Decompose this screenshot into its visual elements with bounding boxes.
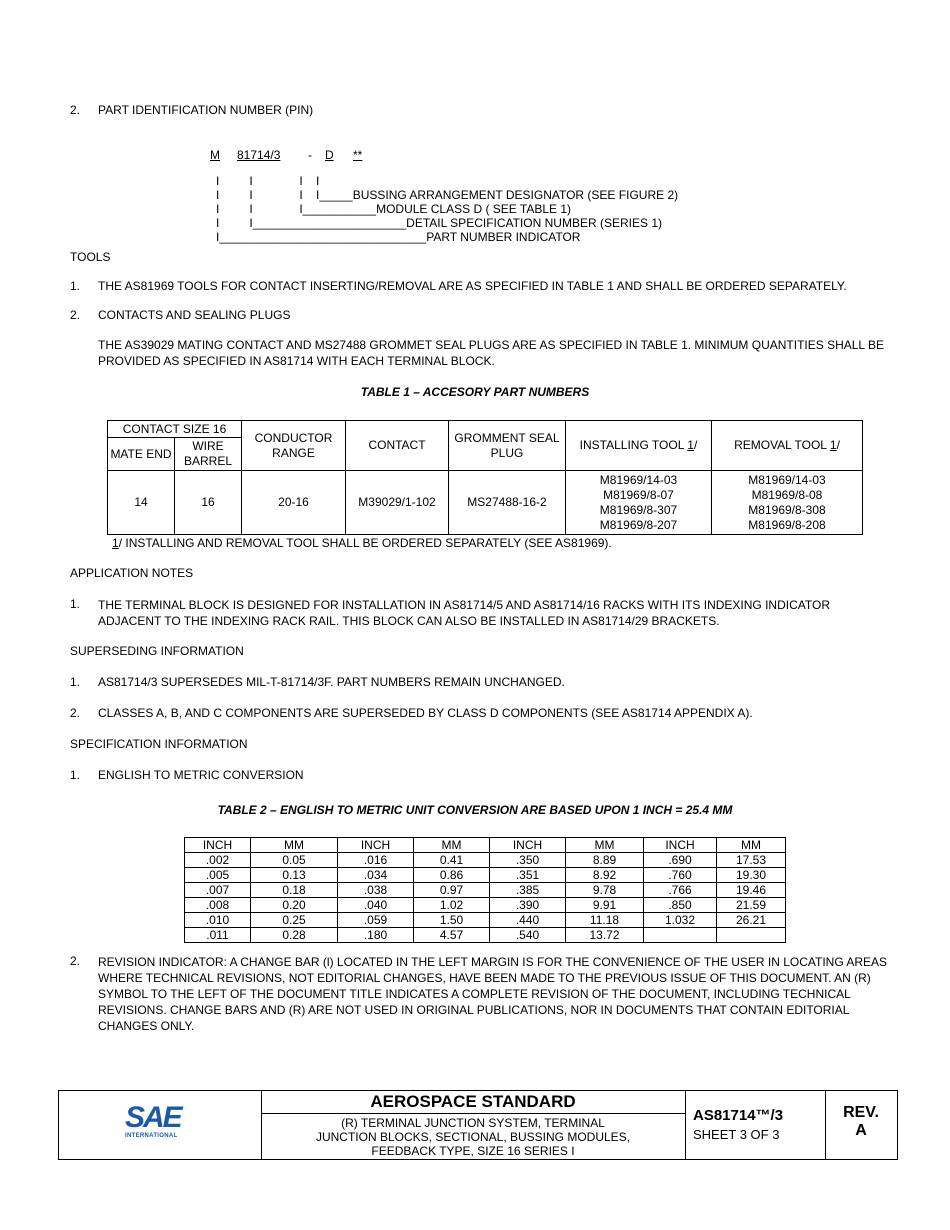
pin-dash: - bbox=[308, 148, 312, 162]
table1-caption: TABLE 1 – ACCESORY PART NUMBERS bbox=[360, 385, 590, 399]
cell: .034 bbox=[338, 868, 414, 883]
pin-heading: PART IDENTIFICATION NUMBER (PIN) bbox=[98, 103, 314, 117]
pin-m: M bbox=[210, 148, 220, 162]
th-removal-label: REMOVAL TOOL bbox=[734, 438, 827, 452]
table-row bbox=[185, 853, 786, 868]
cell-wire-barrel: 16 bbox=[175, 471, 242, 535]
superseding-item-1: AS81714/3 SUPERSEDES MIL-T-81714/3F. PART NUMBERS REMAIN UNCHANGED. bbox=[98, 675, 565, 689]
revision-cell bbox=[825, 1091, 897, 1159]
logo-mark: SAE bbox=[125, 1101, 181, 1134]
table1-footnote bbox=[112, 536, 612, 550]
title-cell bbox=[261, 1091, 686, 1159]
item-number: 1. bbox=[70, 768, 81, 782]
pin-line: I I I I bbox=[216, 174, 320, 188]
table-row bbox=[185, 868, 786, 883]
tools-item-2: CONTACTS AND SEALING PLUGS bbox=[98, 308, 291, 322]
tool-part: M81969/8-07 bbox=[603, 487, 674, 502]
spec-info-item-2: REVISION INDICATOR: A CHANGE BAR (l) LOCATED IN THE LEFT MARGIN IS FOR THE CONVENIENCE OF THE USER IN LOCATING AREAS WHERE TECHNICAL REVISIONS, NOT EDITORIAL CHANGES, HAVE BEEN MADE TO THE PREVIOUS ISSUE OF THIS DOCUMENT. AN (R) SYMBOL TO THE LEFT OF THE DOCUMENT TITLE INDICATES A COMPLETE REVISION OF THE DOCUMENT, INCLUDING TECHNICAL REVISIONS. CHANGE BARS AND (R) ARE NOT USED IN ORIGINAL PUBLICATIONS, NOR IN DOCUMENTS THAT CONTAIN EDITORIAL CHANGES ONLY. bbox=[98, 955, 888, 1033]
th-installing-label: INSTALLING TOOL bbox=[579, 438, 684, 452]
tool-part: M81969/14-03 bbox=[748, 472, 826, 487]
footnote-slash: / bbox=[836, 438, 840, 452]
document-title bbox=[261, 1114, 685, 1158]
logo-subtext: INTERNATIONAL bbox=[125, 1133, 178, 1139]
th-mm: MM bbox=[414, 838, 490, 853]
table-row bbox=[185, 913, 786, 928]
contacts-paragraph: THE AS39029 MATING CONTACT AND MS27488 GROMMET SEAL PLUGS ARE AS SPECIFIED IN TABLE 1. MINIMUM QUANTITIES SHALL BE PROVIDED AS SPECIFIED IN AS81714 WITH EACH TERMINAL BLOCK. bbox=[98, 338, 884, 368]
cell: .016 bbox=[338, 853, 414, 868]
th-installing-tool bbox=[566, 421, 712, 471]
cell: .059 bbox=[338, 913, 414, 928]
title-line: (R) TERMINAL JUNCTION SYSTEM, TERMINAL bbox=[341, 1116, 605, 1130]
item-number: 1. bbox=[70, 597, 81, 611]
cell: .766 bbox=[644, 883, 717, 898]
th-contact-size: CONTACT SIZE 16 bbox=[108, 421, 242, 438]
cell: 1.50 bbox=[414, 913, 490, 928]
cell: .002 bbox=[185, 853, 251, 868]
th-mm: MM bbox=[251, 838, 338, 853]
standard-label: AEROSPACE STANDARD bbox=[261, 1091, 685, 1114]
cell: .180 bbox=[338, 928, 414, 943]
item-number: 1. bbox=[70, 279, 81, 293]
cell: .440 bbox=[490, 913, 566, 928]
cell-removal-tools bbox=[712, 471, 863, 535]
superseding-heading: SUPERSEDING INFORMATION bbox=[70, 644, 244, 658]
cell: 13.72 bbox=[566, 928, 644, 943]
title-line: JUNCTION BLOCKS, SECTIONAL, BUSSING MODULES, bbox=[315, 1130, 631, 1144]
pin-line: I I_______________________DETAIL SPECIFICATION NUMBER (SERIES 1) bbox=[216, 216, 662, 230]
footnote-mark: 1 bbox=[829, 438, 837, 452]
cell: .540 bbox=[490, 928, 566, 943]
cell bbox=[644, 928, 717, 943]
th-mm: MM bbox=[717, 838, 786, 853]
accessory-table bbox=[107, 420, 863, 535]
cell: 9.78 bbox=[566, 883, 644, 898]
footnote-slash: / bbox=[693, 438, 698, 452]
cell: .007 bbox=[185, 883, 251, 898]
table-row bbox=[185, 898, 786, 913]
rev-value: A bbox=[855, 1122, 867, 1139]
tools-heading: TOOLS bbox=[70, 250, 111, 264]
pin-line: I I I I_____BUSSING ARRANGEMENT DESIGNATOR (SEE FIGURE 2) bbox=[216, 188, 679, 202]
pin-class: D bbox=[325, 148, 334, 162]
cell: 1.032 bbox=[644, 913, 717, 928]
cell: 0.97 bbox=[414, 883, 490, 898]
item-number: 2. bbox=[70, 954, 81, 968]
table-row bbox=[185, 883, 786, 898]
cell: 11.18 bbox=[566, 913, 644, 928]
footnote-text: / INSTALLING AND REMOVAL TOOL SHALL BE ORDERED SEPARATELY (SEE AS81969). bbox=[118, 536, 612, 550]
app-notes-heading: APPLICATION NOTES bbox=[70, 566, 194, 580]
cell: 0.18 bbox=[251, 883, 338, 898]
title-block bbox=[58, 1090, 898, 1160]
cell: 8.92 bbox=[566, 868, 644, 883]
cell: 0.13 bbox=[251, 868, 338, 883]
pin-spec: 81714/3 bbox=[237, 148, 281, 162]
cell: 0.28 bbox=[251, 928, 338, 943]
pin-line: I I I___________MODULE CLASS D ( SEE TABLE 1) bbox=[216, 202, 572, 216]
app-notes-item-1: THE TERMINAL BLOCK IS DESIGNED FOR INSTALLATION IN AS81714/5 AND AS81714/16 RACKS WITH ITS INDEXING INDICATOR ADJACENT TO THE INDEXING RACK RAIL. THIS BLOCK CAN ALSO BE INSTALLED IN AS81714/29 BRACKETS. bbox=[98, 598, 830, 628]
conversion-table bbox=[184, 837, 786, 943]
cell: 17.53 bbox=[717, 853, 786, 868]
table-header-row bbox=[185, 838, 786, 853]
rev-label: REV. bbox=[843, 1104, 879, 1121]
table-row bbox=[185, 928, 786, 943]
tool-part: M81969/8-208 bbox=[748, 517, 826, 532]
sheet-number: SHEET 3 OF 3 bbox=[693, 1127, 780, 1142]
cell: 9.91 bbox=[566, 898, 644, 913]
cell: .005 bbox=[185, 868, 251, 883]
table-row bbox=[108, 471, 863, 535]
cell-mate-end: 14 bbox=[108, 471, 175, 535]
cell: 26.21 bbox=[717, 913, 786, 928]
logo-cell bbox=[59, 1091, 262, 1159]
cell: .350 bbox=[490, 853, 566, 868]
pin-line: I_______________________________PART NUMBER INDICATOR bbox=[216, 230, 581, 244]
doc-number: AS81714™/3 bbox=[693, 1107, 784, 1124]
tool-part: M81969/14-03 bbox=[599, 472, 678, 487]
cell-grommet: MS27488-16-2 bbox=[449, 471, 566, 535]
cell: .038 bbox=[338, 883, 414, 898]
cell-contact: M39029/1-102 bbox=[346, 471, 449, 535]
cell: 0.20 bbox=[251, 898, 338, 913]
th-grommet: GROMMENT SEAL PLUG bbox=[449, 421, 566, 471]
th-mate-end: MATE END bbox=[108, 438, 175, 471]
cell: .385 bbox=[490, 883, 566, 898]
cell-installing-tools bbox=[566, 471, 712, 535]
cell: 0.05 bbox=[251, 853, 338, 868]
cell: .011 bbox=[185, 928, 251, 943]
item-number: 1. bbox=[70, 675, 81, 689]
cell: 19.30 bbox=[717, 868, 786, 883]
tool-part: M81969/8-308 bbox=[748, 502, 826, 517]
cell: 0.41 bbox=[414, 853, 490, 868]
pin-diagram bbox=[216, 160, 678, 258]
cell: 1.02 bbox=[414, 898, 490, 913]
spec-info-item-1: ENGLISH TO METRIC CONVERSION bbox=[98, 768, 304, 782]
cell: 8.89 bbox=[566, 853, 644, 868]
th-contact: CONTACT bbox=[346, 421, 449, 471]
cell: .351 bbox=[490, 868, 566, 883]
cell: 0.86 bbox=[414, 868, 490, 883]
section-number: 2. bbox=[70, 103, 81, 117]
item-number: 2. bbox=[70, 706, 81, 720]
cell: .040 bbox=[338, 898, 414, 913]
cell: 0.25 bbox=[251, 913, 338, 928]
cell: .010 bbox=[185, 913, 251, 928]
th-inch: INCH bbox=[490, 838, 566, 853]
th-inch: INCH bbox=[644, 838, 717, 853]
tool-part: M81969/8-08 bbox=[751, 487, 823, 502]
cell: 21.59 bbox=[717, 898, 786, 913]
cell: 19.46 bbox=[717, 883, 786, 898]
title-line: FEEDBACK TYPE, SIZE 16 SERIES I bbox=[371, 1144, 575, 1158]
tool-part: M81969/8-207 bbox=[599, 517, 678, 532]
th-wire-barrel: WIRE BARREL bbox=[175, 438, 242, 471]
footnote-mark: 1 bbox=[112, 536, 119, 550]
spec-info-heading: SPECIFICATION INFORMATION bbox=[70, 737, 248, 751]
th-removal-tool bbox=[712, 421, 863, 471]
footnote-mark: 1 bbox=[687, 438, 694, 452]
docnum-cell bbox=[685, 1091, 826, 1159]
th-inch: INCH bbox=[185, 838, 251, 853]
superseding-item-2: CLASSES A, B, AND C COMPONENTS ARE SUPERSEDED BY CLASS D COMPONENTS (SEE AS81714 APPENDIX A). bbox=[98, 706, 753, 720]
table2-caption: TABLE 2 – ENGLISH TO METRIC UNIT CONVERSION ARE BASED UPON 1 INCH = 25.4 MM bbox=[217, 803, 733, 817]
cell: .690 bbox=[644, 853, 717, 868]
cell: .850 bbox=[644, 898, 717, 913]
cell: .760 bbox=[644, 868, 717, 883]
th-conductor-range: CONDUCTOR RANGE bbox=[242, 421, 346, 471]
cell: .390 bbox=[490, 898, 566, 913]
cell: 4.57 bbox=[414, 928, 490, 943]
th-mm: MM bbox=[566, 838, 644, 853]
pin-stars: ** bbox=[353, 148, 363, 162]
item-number: 2. bbox=[70, 308, 81, 322]
cell bbox=[717, 928, 786, 943]
cell: .008 bbox=[185, 898, 251, 913]
cell-conductor-range: 20-16 bbox=[242, 471, 346, 535]
th-inch: INCH bbox=[338, 838, 414, 853]
tools-item-1: THE AS81969 TOOLS FOR CONTACT INSERTING/REMOVAL ARE AS SPECIFIED IN TABLE 1 AND SHALL BE ORDERED SEPARATELY. bbox=[98, 279, 847, 293]
sae-logo bbox=[125, 1103, 181, 1139]
tool-part: M81969/8-307 bbox=[599, 502, 678, 517]
